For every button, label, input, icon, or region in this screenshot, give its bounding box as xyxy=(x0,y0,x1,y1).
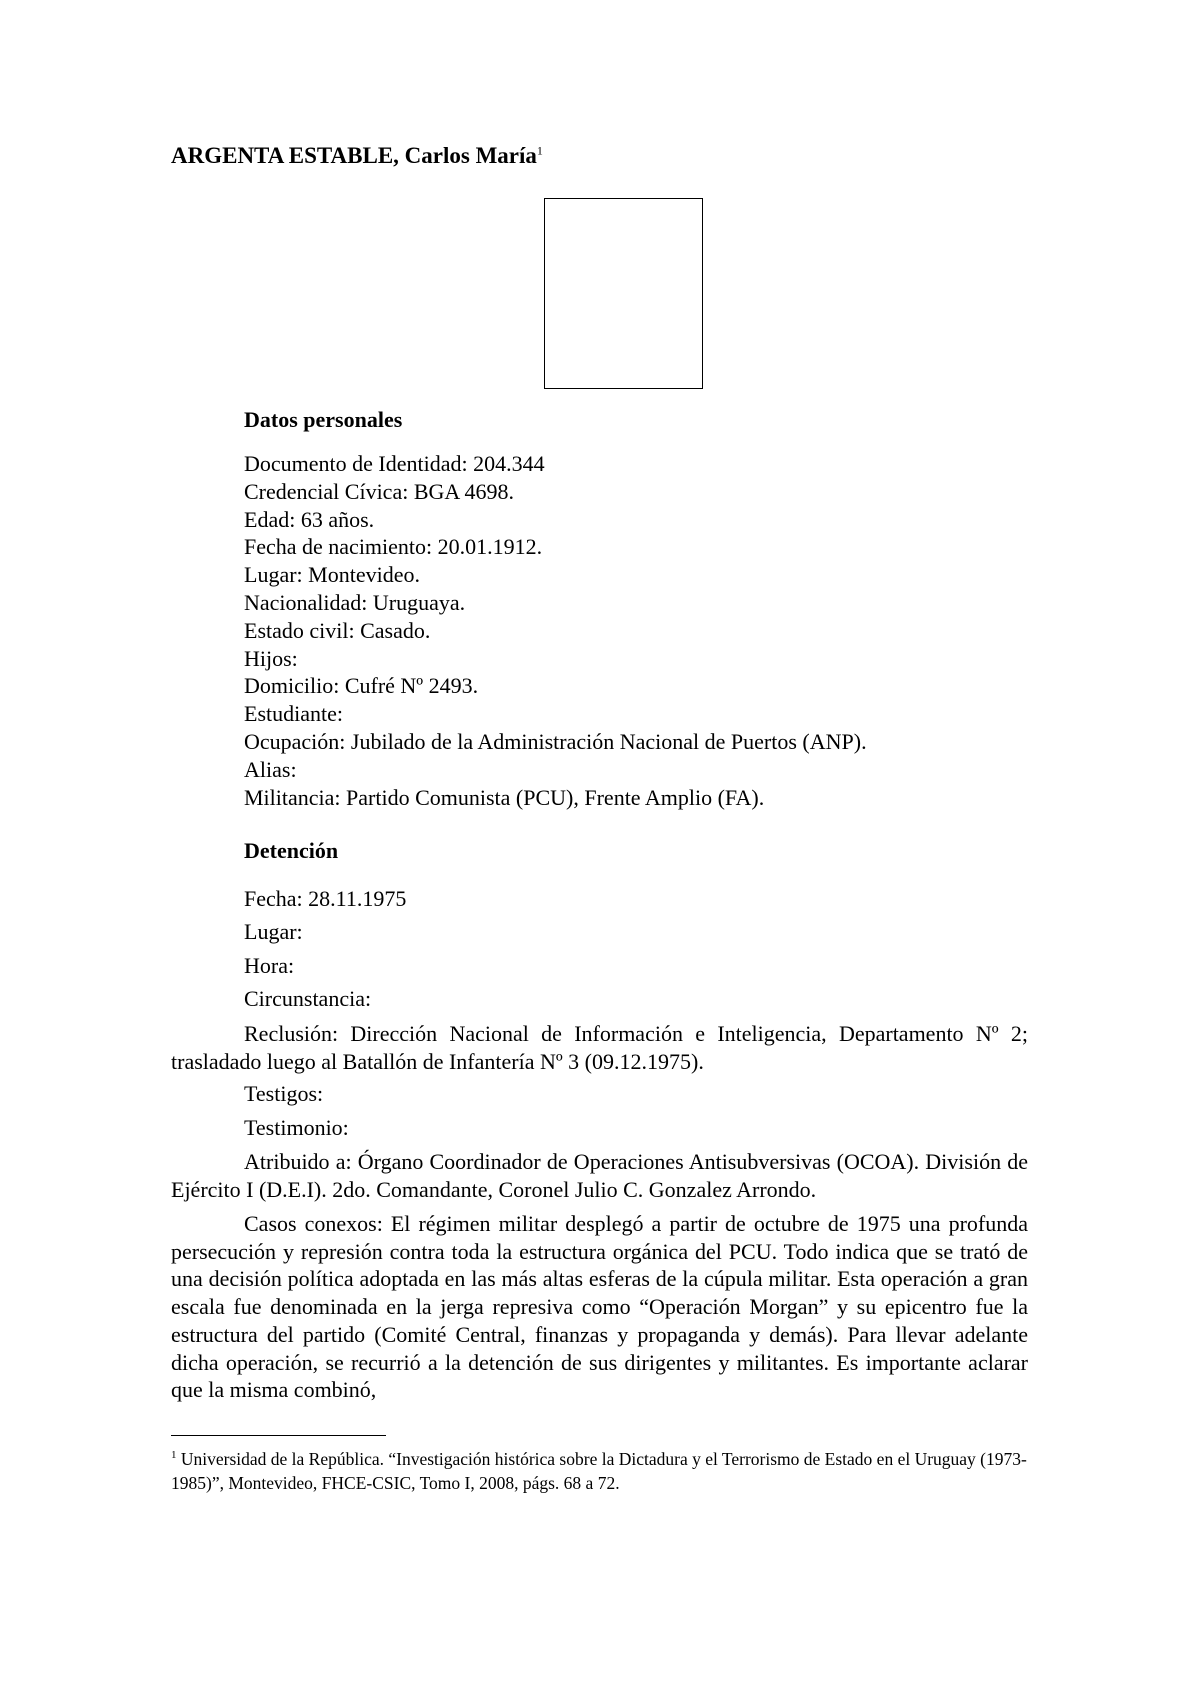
field-ocupacion: Ocupación: Jubilado de la Administración Nacional de Puertos (ANP). xyxy=(244,728,867,754)
field-hora: Hora: xyxy=(244,953,295,978)
field-credencial: Credencial Cívica: BGA 4698. xyxy=(244,478,515,504)
field-fecha-detencion: Fecha: 28.11.1975 xyxy=(244,886,407,911)
paragraph-atribuido: Atribuido a: Órgano Coordinador de Operaciones Antisubversivas (OCOA). División de Ejército I (D.E.I). 2do. Comandante, Coronel Julio C. Gonzalez Arrondo. xyxy=(171,1149,1028,1202)
field-testigos: Testigos: xyxy=(244,1081,324,1106)
footnote-mark: 1 xyxy=(171,1449,177,1461)
field-testimonio: Testimonio: xyxy=(244,1115,349,1140)
footnote-separator xyxy=(171,1435,386,1436)
field-domicilio: Domicilio: Cufré Nº 2493. xyxy=(244,673,479,699)
field-estudiante: Estudiante: xyxy=(244,701,343,727)
field-documento: Documento de Identidad: 204.344 xyxy=(244,451,545,476)
field-lugar: Lugar: Montevideo. xyxy=(244,562,420,588)
section-heading-detencion: Detención xyxy=(244,838,339,863)
person-name: ARGENTA ESTABLE, Carlos María xyxy=(171,143,537,168)
personal-data-list xyxy=(244,450,867,811)
footnote-text: Universidad de la República. “Investigación histórica sobre la Dictadura y el Terrorismo de Estado en el Uruguay (1973-1985)”, Montevideo, FHCE-CSIC, Tomo I, 2008, págs. 68 a 72. xyxy=(171,1448,1027,1493)
field-estado-civil: Estado civil: Casado. xyxy=(244,617,431,643)
field-alias: Alias: xyxy=(244,756,297,782)
field-lugar-detencion: Lugar: xyxy=(244,919,303,944)
footnote-reference: 1 xyxy=(536,143,543,158)
footnote xyxy=(171,1443,1028,1495)
person-name-title xyxy=(171,143,543,169)
field-edad: Edad: 63 años. xyxy=(244,506,375,532)
section-heading-datos-personales: Datos personales xyxy=(244,407,403,432)
photo-placeholder xyxy=(544,198,703,389)
paragraph-reclusion: Reclusión: Dirección Nacional de Información e Inteligencia, Departamento Nº 2; trasladado luego al Batallón de Infantería Nº 3 (09.12.1975). xyxy=(171,1021,1028,1074)
paragraph-casos-conexos: Casos conexos: El régimen militar desplegó a partir de octubre de 1975 una profunda persecución y represión contra toda la estructura orgánica del PCU. Todo indica que se trató de una decisión política adoptada en las más altas esferas de la cúpula militar. Esta operación a gran escala fue denominada en la jerga represiva como “Operación Morgan” y su epicentro fue la estructura del partido (Comité Central, finanzas y propaganda y demás). Para llevar adelante dicha operación, se recurrió a la detención de sus dirigentes y militantes. Es importante aclarar que la misma combinó, xyxy=(171,1211,1028,1403)
field-militancia: Militancia: Partido Comunista (PCU), Frente Amplio (FA). xyxy=(244,784,765,810)
field-nacionalidad: Nacionalidad: Uruguaya. xyxy=(244,589,466,615)
field-fecha-nacimiento: Fecha de nacimiento: 20.01.1912. xyxy=(244,534,543,560)
field-hijos: Hijos: xyxy=(244,645,298,671)
field-circunstancia: Circunstancia: xyxy=(244,986,372,1011)
